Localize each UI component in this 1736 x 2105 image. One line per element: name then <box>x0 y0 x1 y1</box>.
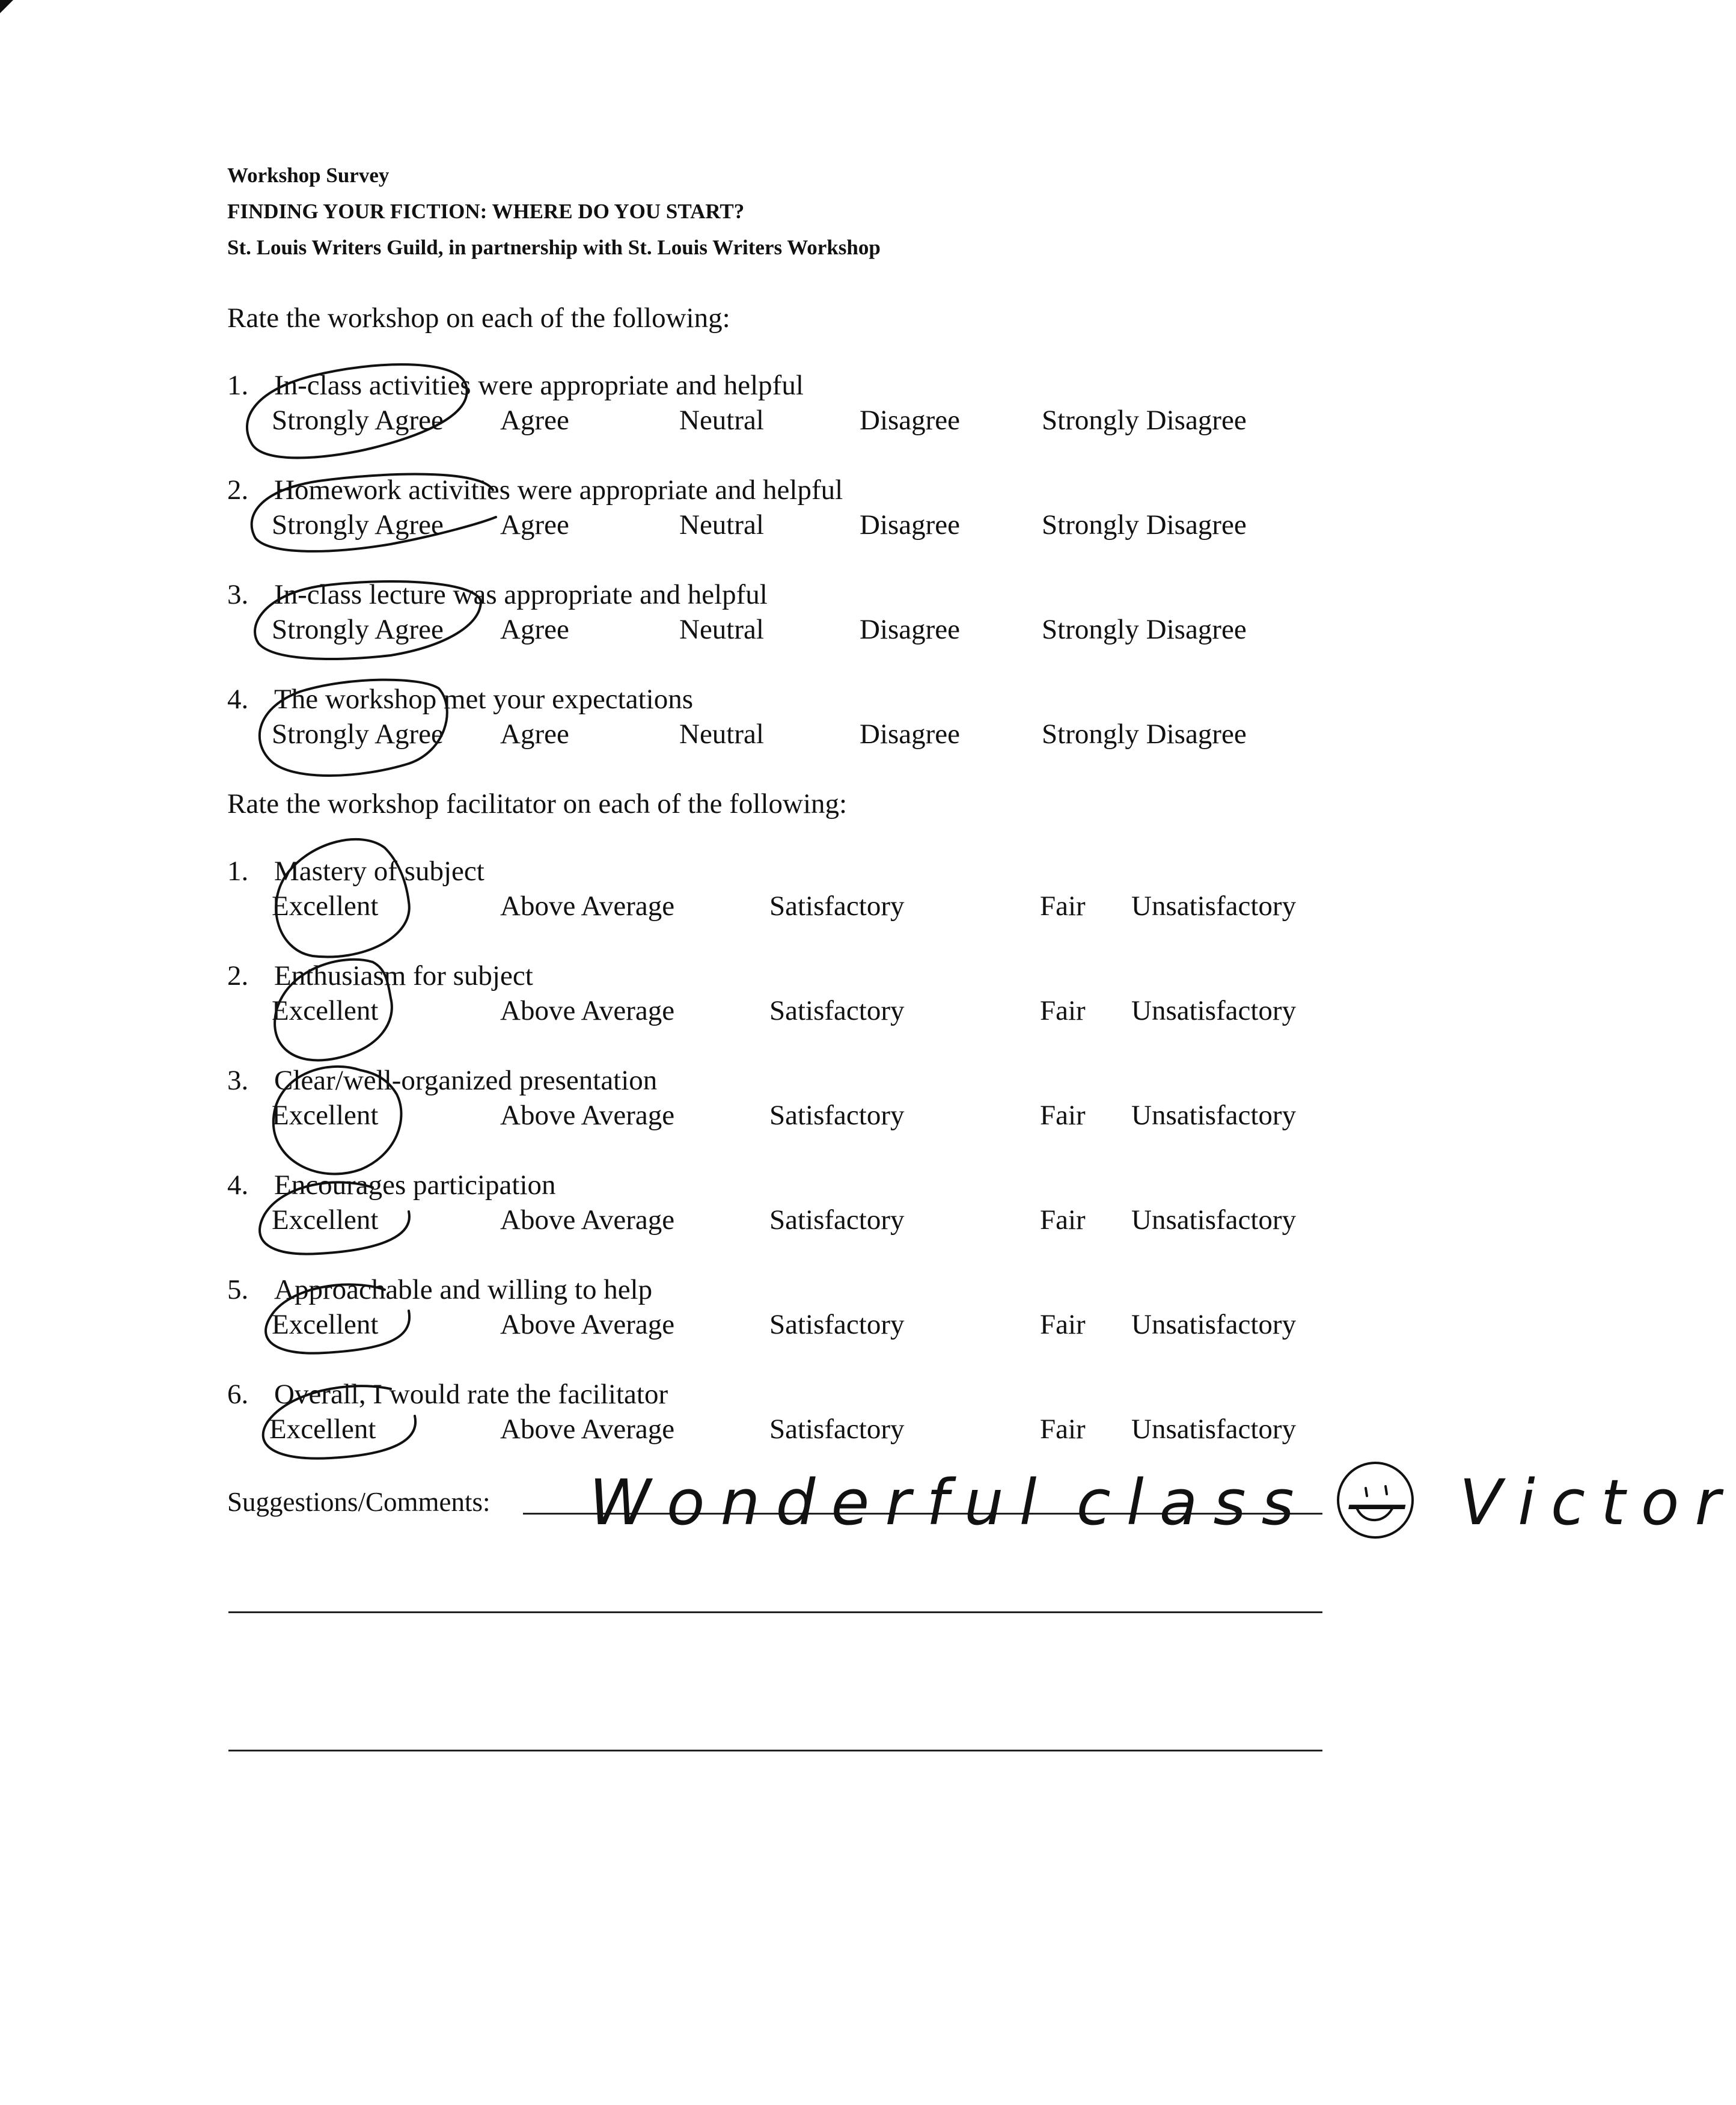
s1-q4-number: 4. <box>227 684 249 715</box>
s1-q1-option-strongly-disagree[interactable]: Strongly Disagree <box>1042 405 1247 436</box>
s1-q3-option-disagree[interactable]: Disagree <box>860 614 961 645</box>
s2-q2-option-excellent[interactable]: Excellent <box>272 995 379 1026</box>
s2-q3-option-unsatisfactory[interactable]: Unsatisfactory <box>1131 1100 1297 1131</box>
s1-q1-option-strongly-agree[interactable]: Strongly Agree <box>272 405 444 436</box>
s1-q2-option-disagree[interactable]: Disagree <box>860 509 961 541</box>
s1-q3-option-strongly-disagree[interactable]: Strongly Disagree <box>1042 614 1247 645</box>
handwritten-comment <box>589 1466 1736 1539</box>
s1-q3-option-strongly-agree[interactable]: Strongly Agree <box>272 614 444 645</box>
section2-intro: Rate the workshop facilitator on each of the following: <box>227 788 848 820</box>
section1-intro: Rate the workshop on each of the following: <box>227 302 730 334</box>
s1-q1-number: 1. <box>227 370 249 401</box>
s2-q1-option-above-average[interactable]: Above Average <box>500 890 675 922</box>
s2-q2-text: Enthusiasm for subject <box>274 960 533 991</box>
handwritten-word-1: Wonderful <box>589 1466 1053 1539</box>
workshop-title: FINDING YOUR FICTION: WHERE DO YOU START? <box>227 200 745 223</box>
s2-q5-option-unsatisfactory[interactable]: Unsatisfactory <box>1131 1309 1297 1340</box>
s1-q4-option-strongly-disagree[interactable]: Strongly Disagree <box>1042 719 1247 750</box>
s2-q2-number: 2. <box>227 960 249 991</box>
s1-q1-text: In-class activities were appropriate and helpful <box>274 370 804 401</box>
s1-q2-number: 2. <box>227 474 249 506</box>
handwritten-signature: — Victor <box>1345 1466 1736 1539</box>
s1-q4-option-agree[interactable]: Agree <box>500 719 569 750</box>
s2-q4-text: Encourages participation <box>274 1169 556 1201</box>
s1-q4-text: The workshop met your expectations <box>274 684 693 715</box>
comment-line-3[interactable] <box>228 1750 1322 1751</box>
s1-q2-option-agree[interactable]: Agree <box>500 509 569 541</box>
s2-q1-option-unsatisfactory[interactable]: Unsatisfactory <box>1131 890 1297 922</box>
s2-q1-option-fair[interactable]: Fair <box>1040 890 1086 922</box>
s2-q6-text: Overall, I would rate the facilitator <box>274 1379 668 1410</box>
s2-q4-option-excellent[interactable]: Excellent <box>272 1204 379 1236</box>
s1-q4-option-disagree[interactable]: Disagree <box>860 719 961 750</box>
s2-q5-option-above-average[interactable]: Above Average <box>500 1309 675 1340</box>
s1-q2-option-strongly-disagree[interactable]: Strongly Disagree <box>1042 509 1247 541</box>
s2-q2-option-unsatisfactory[interactable]: Unsatisfactory <box>1131 995 1297 1026</box>
s2-q2-option-satisfactory[interactable]: Satisfactory <box>769 995 905 1026</box>
s2-q3-text: Clear/well-organized presentation <box>274 1065 658 1096</box>
s2-q3-number: 3. <box>227 1065 249 1096</box>
s1-q2-text: Homework activities were appropriate and helpful <box>274 474 843 506</box>
s1-q1-option-disagree[interactable]: Disagree <box>860 405 961 436</box>
s2-q6-option-excellent[interactable]: Excellent <box>269 1414 376 1445</box>
scan-corner-mark <box>0 0 13 13</box>
s1-q1-option-neutral[interactable]: Neutral <box>679 405 764 436</box>
s2-q4-number: 4. <box>227 1169 249 1201</box>
organization-line: St. Louis Writers Guild, in partnership with St. Louis Writers Workshop <box>227 236 881 259</box>
s2-q6-option-satisfactory[interactable]: Satisfactory <box>769 1414 905 1445</box>
s1-q3-option-agree[interactable]: Agree <box>500 614 569 645</box>
s2-q2-option-fair[interactable]: Fair <box>1040 995 1086 1026</box>
s2-q3-option-above-average[interactable]: Above Average <box>500 1100 675 1131</box>
handwritten-word-2: class <box>1076 1466 1310 1539</box>
s1-q3-text: In-class lecture was appropriate and helpful <box>274 579 768 610</box>
s2-q4-option-above-average[interactable]: Above Average <box>500 1204 675 1236</box>
s1-q4-option-neutral[interactable]: Neutral <box>679 719 764 750</box>
s2-q5-text: Approachable and willing to help <box>274 1274 653 1305</box>
s2-q4-option-fair[interactable]: Fair <box>1040 1204 1086 1236</box>
s1-q1-option-agree[interactable]: Agree <box>500 405 569 436</box>
s2-q2-option-above-average[interactable]: Above Average <box>500 995 675 1026</box>
s2-q3-option-fair[interactable]: Fair <box>1040 1100 1086 1131</box>
s2-q3-option-satisfactory[interactable]: Satisfactory <box>769 1100 905 1131</box>
comments-label: Suggestions/Comments: <box>227 1487 491 1517</box>
s2-q1-text: Mastery of subject <box>274 856 484 887</box>
comment-line-2[interactable] <box>228 1611 1322 1613</box>
s2-q6-option-unsatisfactory[interactable]: Unsatisfactory <box>1131 1414 1297 1445</box>
survey-label: Workshop Survey <box>227 164 390 187</box>
s2-q4-option-satisfactory[interactable]: Satisfactory <box>769 1204 905 1236</box>
s2-q5-option-fair[interactable]: Fair <box>1040 1309 1086 1340</box>
s2-q6-number: 6. <box>227 1379 249 1410</box>
s1-q4-option-strongly-agree[interactable]: Strongly Agree <box>272 719 444 750</box>
s2-q1-number: 1. <box>227 856 249 887</box>
s2-q5-option-excellent[interactable]: Excellent <box>272 1309 379 1340</box>
s2-q4-option-unsatisfactory[interactable]: Unsatisfactory <box>1131 1204 1297 1236</box>
s2-q6-option-above-average[interactable]: Above Average <box>500 1414 675 1445</box>
s1-q3-number: 3. <box>227 579 249 610</box>
s2-q1-option-satisfactory[interactable]: Satisfactory <box>769 890 905 922</box>
s2-q6-option-fair[interactable]: Fair <box>1040 1414 1086 1445</box>
s1-q2-option-strongly-agree[interactable]: Strongly Agree <box>272 509 444 541</box>
s2-q1-option-excellent[interactable]: Excellent <box>272 890 379 922</box>
s1-q3-option-neutral[interactable]: Neutral <box>679 614 764 645</box>
s2-q5-option-satisfactory[interactable]: Satisfactory <box>769 1309 905 1340</box>
s2-q3-option-excellent[interactable]: Excellent <box>272 1100 379 1131</box>
s2-q5-number: 5. <box>227 1274 249 1305</box>
s1-q2-option-neutral[interactable]: Neutral <box>679 509 764 541</box>
